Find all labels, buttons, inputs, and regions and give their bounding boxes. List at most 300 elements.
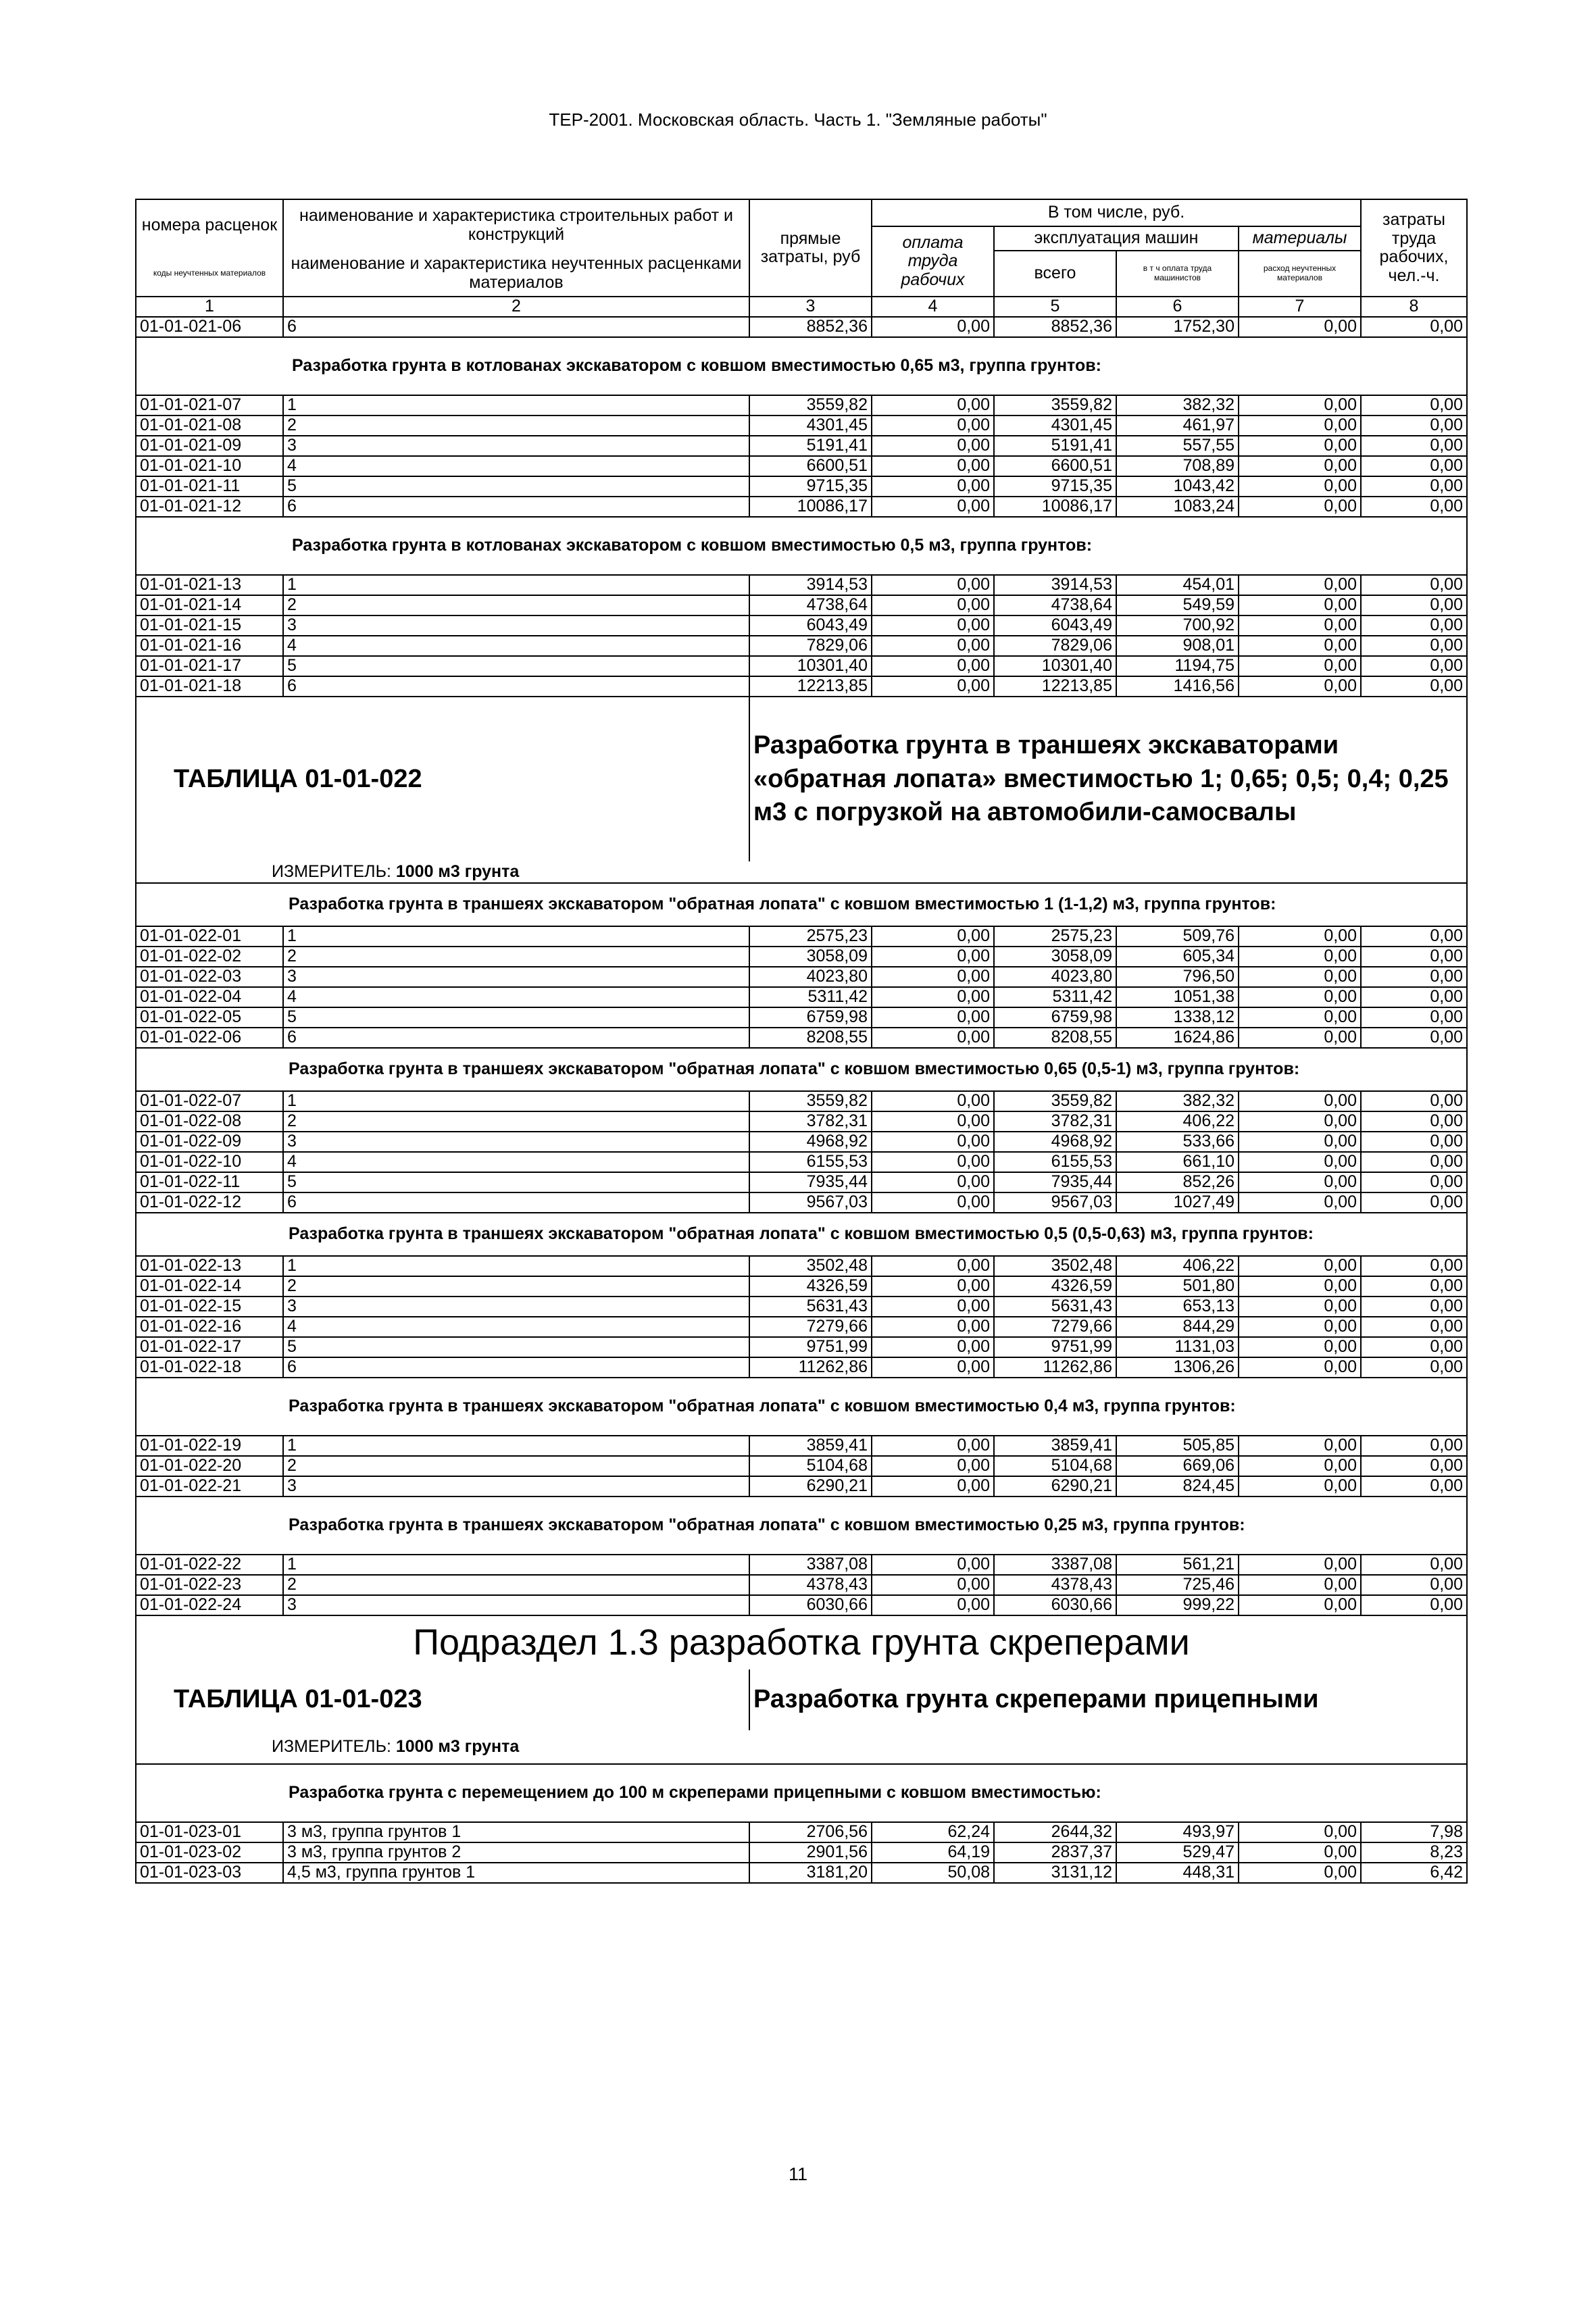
table-row xyxy=(136,987,1467,1007)
materials-cost: 0,00 xyxy=(1239,1436,1361,1456)
table-row xyxy=(136,1822,1467,1842)
machinists-wages: 493,97 xyxy=(1116,1822,1239,1842)
rate-name: 5 xyxy=(283,476,749,497)
direct-cost: 3181,20 xyxy=(749,1863,872,1883)
machinists-wages: 454,01 xyxy=(1116,575,1239,595)
table-row xyxy=(136,456,1467,476)
machines-total: 7829,06 xyxy=(994,636,1116,656)
meter xyxy=(136,1730,1467,1764)
machines-total: 3782,31 xyxy=(994,1111,1116,1132)
machines-total: 8208,55 xyxy=(994,1028,1116,1048)
machines-total: 11262,86 xyxy=(994,1357,1116,1378)
direct-cost: 3914,53 xyxy=(749,575,872,595)
machines-total: 6290,21 xyxy=(994,1476,1116,1496)
rate-name: 6 xyxy=(283,676,749,697)
direct-cost: 7279,66 xyxy=(749,1317,872,1337)
labor-hours: 0,00 xyxy=(1361,1555,1467,1575)
machinists-wages: 1306,26 xyxy=(1116,1357,1239,1378)
wages-cost: 0,00 xyxy=(872,1436,994,1456)
labor-hours: 0,00 xyxy=(1361,1276,1467,1297)
machines-total: 9751,99 xyxy=(994,1337,1116,1357)
rate-name: 6 xyxy=(283,1192,749,1213)
machinists-wages: 796,50 xyxy=(1116,967,1239,987)
machinists-wages: 406,22 xyxy=(1116,1111,1239,1132)
head-name: наименование и характеристика строительных работ и конструкций xyxy=(283,199,749,251)
table-row xyxy=(136,1132,1467,1152)
materials-cost: 0,00 xyxy=(1239,1297,1361,1317)
direct-cost: 2706,56 xyxy=(749,1822,872,1842)
column-numbers-row xyxy=(136,297,1467,317)
machinists-wages: 1027,49 xyxy=(1116,1192,1239,1213)
column-number: 1 xyxy=(136,297,283,317)
rate-code: 01-01-023-02 xyxy=(136,1842,283,1863)
table-row xyxy=(136,926,1467,947)
rate-code: 01-01-021-16 xyxy=(136,636,283,656)
machinists-wages: 533,66 xyxy=(1116,1132,1239,1152)
machinists-wages: 1043,42 xyxy=(1116,476,1239,497)
page-number: 11 xyxy=(788,2164,808,2184)
direct-cost: 2901,56 xyxy=(749,1842,872,1863)
rate-name: 1 xyxy=(283,1436,749,1456)
direct-cost: 9715,35 xyxy=(749,476,872,497)
machines-total: 5191,41 xyxy=(994,436,1116,456)
rate-name: 3 м3, группа грунтов 2 xyxy=(283,1842,749,1863)
machinists-wages: 549,59 xyxy=(1116,595,1239,615)
materials-cost: 0,00 xyxy=(1239,395,1361,416)
materials-cost: 0,00 xyxy=(1239,1192,1361,1213)
wages-cost: 0,00 xyxy=(872,1192,994,1213)
group-title: Разработка грунта в траншеях экскаватором "обратная лопата" с ковшом вместимостью 1 (1-1,2) м3, группа грунтов: xyxy=(136,883,1467,926)
rate-name: 4 xyxy=(283,987,749,1007)
rate-name: 1 xyxy=(283,1256,749,1276)
rate-code: 01-01-022-11 xyxy=(136,1172,283,1192)
rate-code: 01-01-022-13 xyxy=(136,1256,283,1276)
direct-cost: 3782,31 xyxy=(749,1111,872,1132)
machinists-wages: 529,47 xyxy=(1116,1842,1239,1863)
labor-hours: 0,00 xyxy=(1361,1091,1467,1111)
rate-code: 01-01-022-19 xyxy=(136,1436,283,1456)
head-codes-sub: коды неучтенных материалов xyxy=(136,251,283,297)
labor-hours: 0,00 xyxy=(1361,987,1467,1007)
machinists-wages: 505,85 xyxy=(1116,1436,1239,1456)
machines-total: 2644,32 xyxy=(994,1822,1116,1842)
rate-code: 01-01-022-24 xyxy=(136,1595,283,1615)
direct-cost: 10301,40 xyxy=(749,656,872,676)
machines-total: 5311,42 xyxy=(994,987,1116,1007)
rate-code: 01-01-022-23 xyxy=(136,1575,283,1595)
labor-hours: 0,00 xyxy=(1361,1111,1467,1132)
table-row xyxy=(136,1595,1467,1615)
rate-code: 01-01-021-06 xyxy=(136,317,283,337)
rate-name: 3 xyxy=(283,1297,749,1317)
rate-name: 2 xyxy=(283,1111,749,1132)
materials-cost: 0,00 xyxy=(1239,416,1361,436)
rate-code: 01-01-021-12 xyxy=(136,497,283,517)
labor-hours: 0,00 xyxy=(1361,1028,1467,1048)
materials-cost: 0,00 xyxy=(1239,436,1361,456)
wages-cost: 0,00 xyxy=(872,1456,994,1476)
materials-cost: 0,00 xyxy=(1239,1007,1361,1028)
head-total: всего xyxy=(994,251,1116,297)
rate-code: 01-01-022-06 xyxy=(136,1028,283,1048)
rate-code: 01-01-022-20 xyxy=(136,1456,283,1476)
table-row xyxy=(136,1337,1467,1357)
materials-cost: 0,00 xyxy=(1239,1132,1361,1152)
machinists-wages: 852,26 xyxy=(1116,1172,1239,1192)
rate-name: 1 xyxy=(283,395,749,416)
wages-cost: 0,00 xyxy=(872,1595,994,1615)
direct-cost: 4738,64 xyxy=(749,595,872,615)
rate-name: 5 xyxy=(283,1007,749,1028)
table-row xyxy=(136,1842,1467,1863)
direct-cost: 6290,21 xyxy=(749,1476,872,1496)
wages-cost: 64,19 xyxy=(872,1842,994,1863)
wages-cost: 0,00 xyxy=(872,595,994,615)
head-materials-sub: расход неучтенных материалов xyxy=(1239,251,1361,297)
head-incl: В том числе, руб. xyxy=(872,199,1361,226)
rate-code: 01-01-022-03 xyxy=(136,967,283,987)
machinists-wages: 448,31 xyxy=(1116,1863,1239,1883)
machinists-wages: 1051,38 xyxy=(1116,987,1239,1007)
column-number: 6 xyxy=(1116,297,1239,317)
machinists-wages: 406,22 xyxy=(1116,1256,1239,1276)
rate-code: 01-01-022-14 xyxy=(136,1276,283,1297)
rate-code: 01-01-022-16 xyxy=(136,1317,283,1337)
wages-cost: 0,00 xyxy=(872,987,994,1007)
machines-total: 3131,12 xyxy=(994,1863,1116,1883)
labor-hours: 0,00 xyxy=(1361,1436,1467,1456)
rate-name: 1 xyxy=(283,926,749,947)
column-number: 3 xyxy=(749,297,872,317)
table-title: Разработка грунта в траншеях экскаваторами «обратная лопата» вместимостью 1; 0,65; 0,5; 0,4; 0,25 м3 с погрузкой на автомобили-самосвалы xyxy=(749,697,1467,861)
wages-cost: 0,00 xyxy=(872,1276,994,1297)
wages-cost: 0,00 xyxy=(872,1256,994,1276)
meter xyxy=(136,861,1467,883)
rate-name: 2 xyxy=(283,1575,749,1595)
rate-code: 01-01-022-12 xyxy=(136,1192,283,1213)
rate-name: 1 xyxy=(283,1555,749,1575)
machinists-wages: 382,32 xyxy=(1116,395,1239,416)
machinists-wages: 382,32 xyxy=(1116,1091,1239,1111)
table-row xyxy=(136,676,1467,697)
machinists-wages: 461,97 xyxy=(1116,416,1239,436)
materials-cost: 0,00 xyxy=(1239,1822,1361,1842)
rate-code: 01-01-022-05 xyxy=(136,1007,283,1028)
wages-cost: 50,08 xyxy=(872,1863,994,1883)
direct-cost: 3502,48 xyxy=(749,1256,872,1276)
machines-total: 4023,80 xyxy=(994,967,1116,987)
labor-hours: 0,00 xyxy=(1361,317,1467,337)
column-number: 4 xyxy=(872,297,994,317)
direct-cost: 4301,45 xyxy=(749,416,872,436)
direct-cost: 3859,41 xyxy=(749,1436,872,1456)
table-row xyxy=(136,1297,1467,1317)
head-wages: оплата труда рабочих xyxy=(872,226,994,297)
materials-cost: 0,00 xyxy=(1239,317,1361,337)
table-row xyxy=(136,497,1467,517)
labor-hours: 0,00 xyxy=(1361,575,1467,595)
materials-cost: 0,00 xyxy=(1239,1456,1361,1476)
table-row xyxy=(136,416,1467,436)
wages-cost: 0,00 xyxy=(872,1007,994,1028)
head-drivers: в т ч оплата труда машинистов xyxy=(1116,251,1239,297)
materials-cost: 0,00 xyxy=(1239,1317,1361,1337)
wages-cost: 0,00 xyxy=(872,1575,994,1595)
rate-name: 6 xyxy=(283,497,749,517)
machinists-wages: 908,01 xyxy=(1116,636,1239,656)
wages-cost: 0,00 xyxy=(872,967,994,987)
materials-cost: 0,00 xyxy=(1239,676,1361,697)
table-row xyxy=(136,967,1467,987)
rate-name: 6 xyxy=(283,1028,749,1048)
machinists-wages: 725,46 xyxy=(1116,1575,1239,1595)
machinists-wages: 1131,03 xyxy=(1116,1337,1239,1357)
table-label: ТАБЛИЦА 01-01-022 xyxy=(136,697,749,861)
direct-cost: 8852,36 xyxy=(749,317,872,337)
machinists-wages: 999,22 xyxy=(1116,1595,1239,1615)
rate-name: 4 xyxy=(283,456,749,476)
direct-cost: 4326,59 xyxy=(749,1276,872,1297)
machinists-wages: 501,80 xyxy=(1116,1276,1239,1297)
wages-cost: 0,00 xyxy=(872,497,994,517)
rate-code: 01-01-021-15 xyxy=(136,615,283,636)
rate-code: 01-01-023-01 xyxy=(136,1822,283,1842)
direct-cost: 4378,43 xyxy=(749,1575,872,1595)
machines-total: 5631,43 xyxy=(994,1297,1116,1317)
direct-cost: 5311,42 xyxy=(749,987,872,1007)
rate-name: 3 xyxy=(283,967,749,987)
labor-hours: 0,00 xyxy=(1361,1357,1467,1378)
rate-code: 01-01-022-22 xyxy=(136,1555,283,1575)
table-row xyxy=(136,656,1467,676)
machines-total: 7279,66 xyxy=(994,1317,1116,1337)
labor-hours: 0,00 xyxy=(1361,1337,1467,1357)
rate-name: 2 xyxy=(283,595,749,615)
machinists-wages: 669,06 xyxy=(1116,1456,1239,1476)
machines-total: 6043,49 xyxy=(994,615,1116,636)
direct-cost: 2575,23 xyxy=(749,926,872,947)
materials-cost: 0,00 xyxy=(1239,1028,1361,1048)
direct-cost: 3387,08 xyxy=(749,1555,872,1575)
materials-cost: 0,00 xyxy=(1239,1256,1361,1276)
materials-cost: 0,00 xyxy=(1239,1595,1361,1615)
machines-total: 8852,36 xyxy=(994,317,1116,337)
machinists-wages: 661,10 xyxy=(1116,1152,1239,1172)
materials-cost: 0,00 xyxy=(1239,1172,1361,1192)
labor-hours: 0,00 xyxy=(1361,1456,1467,1476)
group-title: Разработка грунта в котлованах экскаватором с ковшом вместимостью 0,5 м3, группа грунтов: xyxy=(136,517,1467,575)
rate-name: 2 xyxy=(283,947,749,967)
labor-hours: 0,00 xyxy=(1361,615,1467,636)
rate-name: 4 xyxy=(283,636,749,656)
labor-hours: 0,00 xyxy=(1361,1317,1467,1337)
table-row xyxy=(136,1575,1467,1595)
rate-code: 01-01-022-15 xyxy=(136,1297,283,1317)
machinists-wages: 605,34 xyxy=(1116,947,1239,967)
machinists-wages: 1752,30 xyxy=(1116,317,1239,337)
rate-name: 3 м3, группа грунтов 1 xyxy=(283,1822,749,1842)
table-row xyxy=(136,436,1467,456)
machinists-wages: 509,76 xyxy=(1116,926,1239,947)
machines-total: 3502,48 xyxy=(994,1256,1116,1276)
materials-cost: 0,00 xyxy=(1239,967,1361,987)
column-number: 2 xyxy=(283,297,749,317)
group-title: Разработка грунта в котлованах экскаватором с ковшом вместимостью 0,65 м3, группа грунтов: xyxy=(136,337,1467,395)
rate-name: 4 xyxy=(283,1317,749,1337)
rate-name: 3 xyxy=(283,615,749,636)
machinists-wages: 1338,12 xyxy=(1116,1007,1239,1028)
labor-hours: 0,00 xyxy=(1361,595,1467,615)
table-row xyxy=(136,1476,1467,1496)
table-row xyxy=(136,1863,1467,1883)
labor-hours: 0,00 xyxy=(1361,1256,1467,1276)
wages-cost: 0,00 xyxy=(872,1091,994,1111)
materials-cost: 0,00 xyxy=(1239,656,1361,676)
materials-cost: 0,00 xyxy=(1239,636,1361,656)
machines-total: 12213,85 xyxy=(994,676,1116,697)
meter-value: 1000 м3 грунта xyxy=(395,861,520,881)
rate-name: 4 xyxy=(283,1152,749,1172)
rate-code: 01-01-021-14 xyxy=(136,595,283,615)
rate-name: 3 xyxy=(283,1476,749,1496)
labor-hours: 0,00 xyxy=(1361,476,1467,497)
machinists-wages: 708,89 xyxy=(1116,456,1239,476)
machinists-wages: 1194,75 xyxy=(1116,656,1239,676)
table-row xyxy=(136,1192,1467,1213)
head-materials: материалы xyxy=(1239,226,1361,251)
machinists-wages: 653,13 xyxy=(1116,1297,1239,1317)
rate-name: 6 xyxy=(283,317,749,337)
head-direct: прямые затраты, руб xyxy=(749,199,872,297)
machinists-wages: 1416,56 xyxy=(1116,676,1239,697)
labor-hours: 0,00 xyxy=(1361,416,1467,436)
rate-name: 1 xyxy=(283,575,749,595)
rate-name: 2 xyxy=(283,1276,749,1297)
table-row xyxy=(136,1317,1467,1337)
meter-label: ИЗМЕРИТЕЛЬ: xyxy=(272,861,396,881)
materials-cost: 0,00 xyxy=(1239,926,1361,947)
table-title: Разработка грунта скреперами прицепными xyxy=(749,1669,1467,1730)
machinists-wages: 557,55 xyxy=(1116,436,1239,456)
meter-value: 1000 м3 грунта xyxy=(395,1736,520,1756)
group-title: Разработка грунта в траншеях экскаватором "обратная лопата" с ковшом вместимостью 0,5 (0,5-0,63) м3, группа грунтов: xyxy=(136,1213,1467,1256)
rate-code: 01-01-022-02 xyxy=(136,947,283,967)
labor-hours: 0,00 xyxy=(1361,1007,1467,1028)
labor-hours: 0,00 xyxy=(1361,636,1467,656)
group-title: Разработка грунта с перемещением до 100 м скреперами прицепными с ковшом вместимостью: xyxy=(136,1764,1467,1822)
wages-cost: 0,00 xyxy=(872,1028,994,1048)
machines-total: 9567,03 xyxy=(994,1192,1116,1213)
column-number: 8 xyxy=(1361,297,1467,317)
labor-hours: 0,00 xyxy=(1361,456,1467,476)
direct-cost: 3559,82 xyxy=(749,1091,872,1111)
machinists-wages: 1624,86 xyxy=(1116,1028,1239,1048)
table-row xyxy=(136,595,1467,615)
table-row xyxy=(136,1436,1467,1456)
materials-cost: 0,00 xyxy=(1239,1152,1361,1172)
direct-cost: 10086,17 xyxy=(749,497,872,517)
meter-label: ИЗМЕРИТЕЛЬ: xyxy=(272,1736,396,1756)
direct-cost: 5631,43 xyxy=(749,1297,872,1317)
table-row xyxy=(136,1456,1467,1476)
machines-total: 4378,43 xyxy=(994,1575,1116,1595)
direct-cost: 12213,85 xyxy=(749,676,872,697)
direct-cost: 6030,66 xyxy=(749,1595,872,1615)
labor-hours: 0,00 xyxy=(1361,1132,1467,1152)
head-labor: затраты труда рабочих, чел.-ч. xyxy=(1361,199,1467,297)
materials-cost: 0,00 xyxy=(1239,1091,1361,1111)
subsection-title: Подраздел 1.3 разработка грунта скреперами xyxy=(136,1615,1467,1669)
rate-code: 01-01-021-09 xyxy=(136,436,283,456)
machines-total: 10086,17 xyxy=(994,497,1116,517)
machines-total: 3914,53 xyxy=(994,575,1116,595)
labor-hours: 0,00 xyxy=(1361,1172,1467,1192)
rate-code: 01-01-022-01 xyxy=(136,926,283,947)
rate-name: 5 xyxy=(283,1337,749,1357)
table-row xyxy=(136,1555,1467,1575)
rate-code: 01-01-022-07 xyxy=(136,1091,283,1111)
labor-hours: 0,00 xyxy=(1361,947,1467,967)
table-row xyxy=(136,1111,1467,1132)
materials-cost: 0,00 xyxy=(1239,1555,1361,1575)
rate-code: 01-01-021-13 xyxy=(136,575,283,595)
rate-code: 01-01-021-17 xyxy=(136,656,283,676)
labor-hours: 0,00 xyxy=(1361,676,1467,697)
direct-cost: 5191,41 xyxy=(749,436,872,456)
machines-total: 6600,51 xyxy=(994,456,1116,476)
rate-code: 01-01-022-04 xyxy=(136,987,283,1007)
wages-cost: 0,00 xyxy=(872,1317,994,1337)
machines-total: 9715,35 xyxy=(994,476,1116,497)
wages-cost: 0,00 xyxy=(872,1357,994,1378)
direct-cost: 9567,03 xyxy=(749,1192,872,1213)
labor-hours: 0,00 xyxy=(1361,1192,1467,1213)
direct-cost: 5104,68 xyxy=(749,1456,872,1476)
group-title: Разработка грунта в траншеях экскаватором "обратная лопата" с ковшом вместимостью 0,25 м3, группа грунтов: xyxy=(136,1496,1467,1555)
labor-hours: 0,00 xyxy=(1361,436,1467,456)
machinists-wages: 700,92 xyxy=(1116,615,1239,636)
machinists-wages: 1083,24 xyxy=(1116,497,1239,517)
direct-cost: 4023,80 xyxy=(749,967,872,987)
machines-total: 10301,40 xyxy=(994,656,1116,676)
direct-cost: 9751,99 xyxy=(749,1337,872,1357)
rate-name: 2 xyxy=(283,416,749,436)
rate-code: 01-01-021-08 xyxy=(136,416,283,436)
labor-hours: 0,00 xyxy=(1361,926,1467,947)
group-title: Разработка грунта в траншеях экскаватором "обратная лопата" с ковшом вместимостью 0,65 (0,5-1) м3, группа грунтов: xyxy=(136,1048,1467,1091)
rate-name: 5 xyxy=(283,1172,749,1192)
machines-total: 2837,37 xyxy=(994,1842,1116,1863)
direct-cost: 7935,44 xyxy=(749,1172,872,1192)
wages-cost: 0,00 xyxy=(872,456,994,476)
labor-hours: 6,42 xyxy=(1361,1863,1467,1883)
rate-code: 01-01-021-07 xyxy=(136,395,283,416)
labor-hours: 0,00 xyxy=(1361,1152,1467,1172)
table-row xyxy=(136,1091,1467,1111)
wages-cost: 0,00 xyxy=(872,1152,994,1172)
machinists-wages: 824,45 xyxy=(1116,1476,1239,1496)
rate-code: 01-01-023-03 xyxy=(136,1863,283,1883)
table-row xyxy=(136,636,1467,656)
rate-code: 01-01-021-10 xyxy=(136,456,283,476)
rate-name: 2 xyxy=(283,1456,749,1476)
materials-cost: 0,00 xyxy=(1239,1476,1361,1496)
rate-name: 6 xyxy=(283,1357,749,1378)
wages-cost: 0,00 xyxy=(872,436,994,456)
wages-cost: 0,00 xyxy=(872,656,994,676)
rate-name: 1 xyxy=(283,1091,749,1111)
direct-cost: 6043,49 xyxy=(749,615,872,636)
